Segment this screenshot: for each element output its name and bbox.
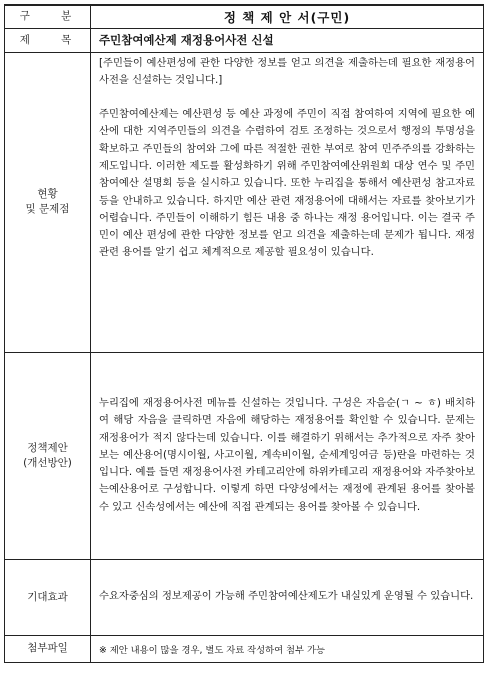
effect-label: 기대효과 bbox=[5, 559, 91, 635]
status-content bbox=[91, 52, 484, 352]
header-row bbox=[5, 5, 484, 28]
proposal-description: 누리집에 재정용어사전 메뉴를 신설하는 것입니다. 구성은 자음순(ㄱ ~ ㅎ) 배치하여 해당 자음을 클릭하면 자음에 해당하는 재정용어를 확인할 수 있습니다. 문제는 재정용어가 적지 않다는데 있습니다. 이를 해결하기 위해서는 추가적으로 자주 찾아보는 예산용어(명시이월, 사고이월, 계속비이월, 순세계잉여금 등)란을 마련하는 것입니다. 예를 들면 재정용어사전 카테고리안에 하위카테고리 재정용어와 자주찾아보는예산용어로 구성합니다. 이렇게 하면 다양성에서는 재정에 관계된 용어를 찾아볼 수 있고 신속성에서는 예산에 직접 관계되는 용어를 찾아볼 수 있습니다. bbox=[99, 396, 475, 513]
status-label-line2: 및 문제점 bbox=[25, 203, 70, 215]
proposal-content bbox=[91, 352, 484, 559]
proposal-row bbox=[5, 352, 484, 559]
subject-value: 주민참여예산제 재정용어사전 신설 bbox=[91, 28, 484, 52]
attachment-row bbox=[5, 635, 484, 662]
attachment-label: 첨부파일 bbox=[5, 635, 91, 662]
proposal-label-line1: 정책제안 bbox=[27, 441, 68, 454]
effect-text: 수요자중심의 정보제공이 가능해 주민참여예산제도가 내실있게 운영될 수 있습니다. bbox=[91, 559, 484, 635]
proposal-label-line2: (개선방안) bbox=[23, 456, 72, 469]
form-title: 정 책 제 안 서(구민) bbox=[91, 5, 484, 28]
status-summary: [주민들이 예산편성에 관한 다양한 정보를 얻고 의견을 제출하는데 필요한 재정용어사전을 신설하는 것입니다.] bbox=[99, 56, 475, 86]
paragraph-gap bbox=[99, 89, 475, 106]
status-label-line1: 현황 bbox=[37, 188, 58, 200]
subject-label: 제 목 bbox=[5, 28, 91, 52]
effect-row bbox=[5, 559, 484, 635]
subject-row bbox=[5, 28, 484, 52]
proposal-form-table bbox=[4, 4, 484, 663]
status-row bbox=[5, 52, 484, 352]
status-description: 주민참여예산제는 예산편성 등 예산 과정에 주민이 직접 참여하여 지역에 필요한 예산에 대한 지역주민들의 의견을 수렴하여 검토 조정하는 것으로서 행정의 투명성을 확보하고 주민들의 참여와 그에 따른 적절한 권한 부여로 참여 민주주의를 강화하는 제도입니다. 이러한 제도를 활성화하기 위해 주민참여예산위원회 대상 연수 및 주민참여예산 설명회 등을 실시하고 있습니다. 또한 누리집을 통해서 예산편성 참고자료 등을 안내하고 있습니다. 하지만 예산 관련 재정용어에 대해서는 자료를 찾아보기가 어렵습니다. 주민들이 이해하기 힘든 내용 중 하나는 재정 용어입니다. 이는 결국 주민이 예산 편성에 관한 다양한 정보를 얻고 의견을 제출하는데 문제가 됩니다. 재정 관련 용어를 알기 쉽고 체계적으로 제공할 필요성이 있습니다. bbox=[99, 108, 475, 259]
category-label: 구 분 bbox=[5, 5, 91, 28]
status-label bbox=[5, 52, 91, 352]
attachment-note: ※ 제안 내용이 많을 경우, 별도 자료 작성하여 첨부 가능 bbox=[91, 635, 484, 662]
proposal-label bbox=[5, 352, 91, 559]
